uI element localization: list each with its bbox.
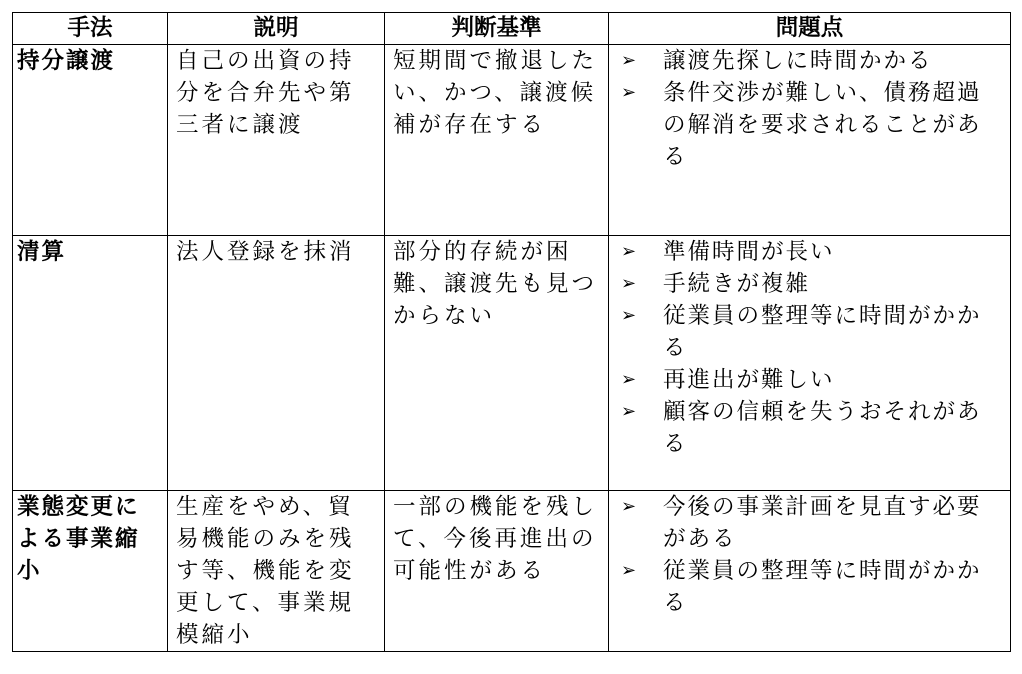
description-cell: 自己の出資の持分を合弁先や第三者に譲渡	[168, 45, 385, 236]
list-item	[617, 396, 1002, 460]
issue-text: 今後の事業計画を見直す必要がある	[663, 494, 982, 552]
list-item	[617, 45, 1002, 77]
issue-text: 手続きが複雑	[663, 271, 811, 297]
issue-text: 準備時間が長い	[663, 239, 835, 265]
withdrawal-methods-table	[12, 12, 1011, 652]
table-row	[13, 236, 1011, 491]
issues-cell	[609, 236, 1011, 491]
issue-text: 顧客の信頼を失うおそれがある	[663, 399, 982, 457]
description-cell: 法人登録を抹消	[168, 236, 385, 491]
arrow-bullet-icon: ➢	[621, 401, 637, 422]
list-item	[617, 268, 1002, 300]
criteria-cell: 短期間で撤退したい、かつ、譲渡候補が存在する	[385, 45, 609, 236]
method-cell: 持分譲渡	[13, 45, 168, 236]
issue-text: 譲渡先探しに時間かかる	[663, 48, 933, 74]
method-cell: 清算	[13, 236, 168, 491]
list-item	[617, 77, 1002, 173]
arrow-bullet-icon: ➢	[621, 369, 637, 390]
arrow-bullet-icon: ➢	[621, 496, 637, 517]
issue-text: 従業員の整理等に時間がかかる	[663, 558, 982, 616]
header-method: 手法	[13, 13, 168, 45]
criteria-cell: 部分的存続が困難、譲渡先も見つからない	[385, 236, 609, 491]
header-row	[13, 13, 1011, 45]
arrow-bullet-icon: ➢	[621, 82, 637, 103]
table-row	[13, 45, 1011, 236]
issues-cell	[609, 45, 1011, 236]
description-cell: 生産をやめ、貿易機能のみを残す等、機能を変更して、事業規模縮小	[168, 491, 385, 652]
header-issues: 問題点	[609, 13, 1011, 45]
arrow-bullet-icon: ➢	[621, 560, 637, 581]
arrow-bullet-icon: ➢	[621, 305, 637, 326]
issue-text: 再進出が難しい	[663, 367, 835, 393]
header-description: 説明	[168, 13, 385, 45]
issues-cell	[609, 491, 1011, 652]
header-criteria: 判断基準	[385, 13, 609, 45]
list-item	[617, 300, 1002, 364]
list-item	[617, 555, 1002, 619]
table-row	[13, 491, 1011, 652]
issue-text: 従業員の整理等に時間がかかる	[663, 303, 982, 361]
arrow-bullet-icon: ➢	[621, 241, 637, 262]
method-cell: 業態変更による事業縮小	[13, 491, 168, 652]
criteria-cell: 一部の機能を残して、今後再進出の可能性がある	[385, 491, 609, 652]
issues-list	[617, 236, 1002, 460]
issues-list	[617, 45, 1002, 173]
list-item	[617, 491, 1002, 555]
arrow-bullet-icon: ➢	[621, 273, 637, 294]
arrow-bullet-icon: ➢	[621, 50, 637, 71]
list-item	[617, 236, 1002, 268]
list-item	[617, 364, 1002, 396]
issue-text: 条件交渉が難しい、債務超過の解消を要求されることがある	[663, 80, 982, 170]
issues-list	[617, 491, 1002, 619]
